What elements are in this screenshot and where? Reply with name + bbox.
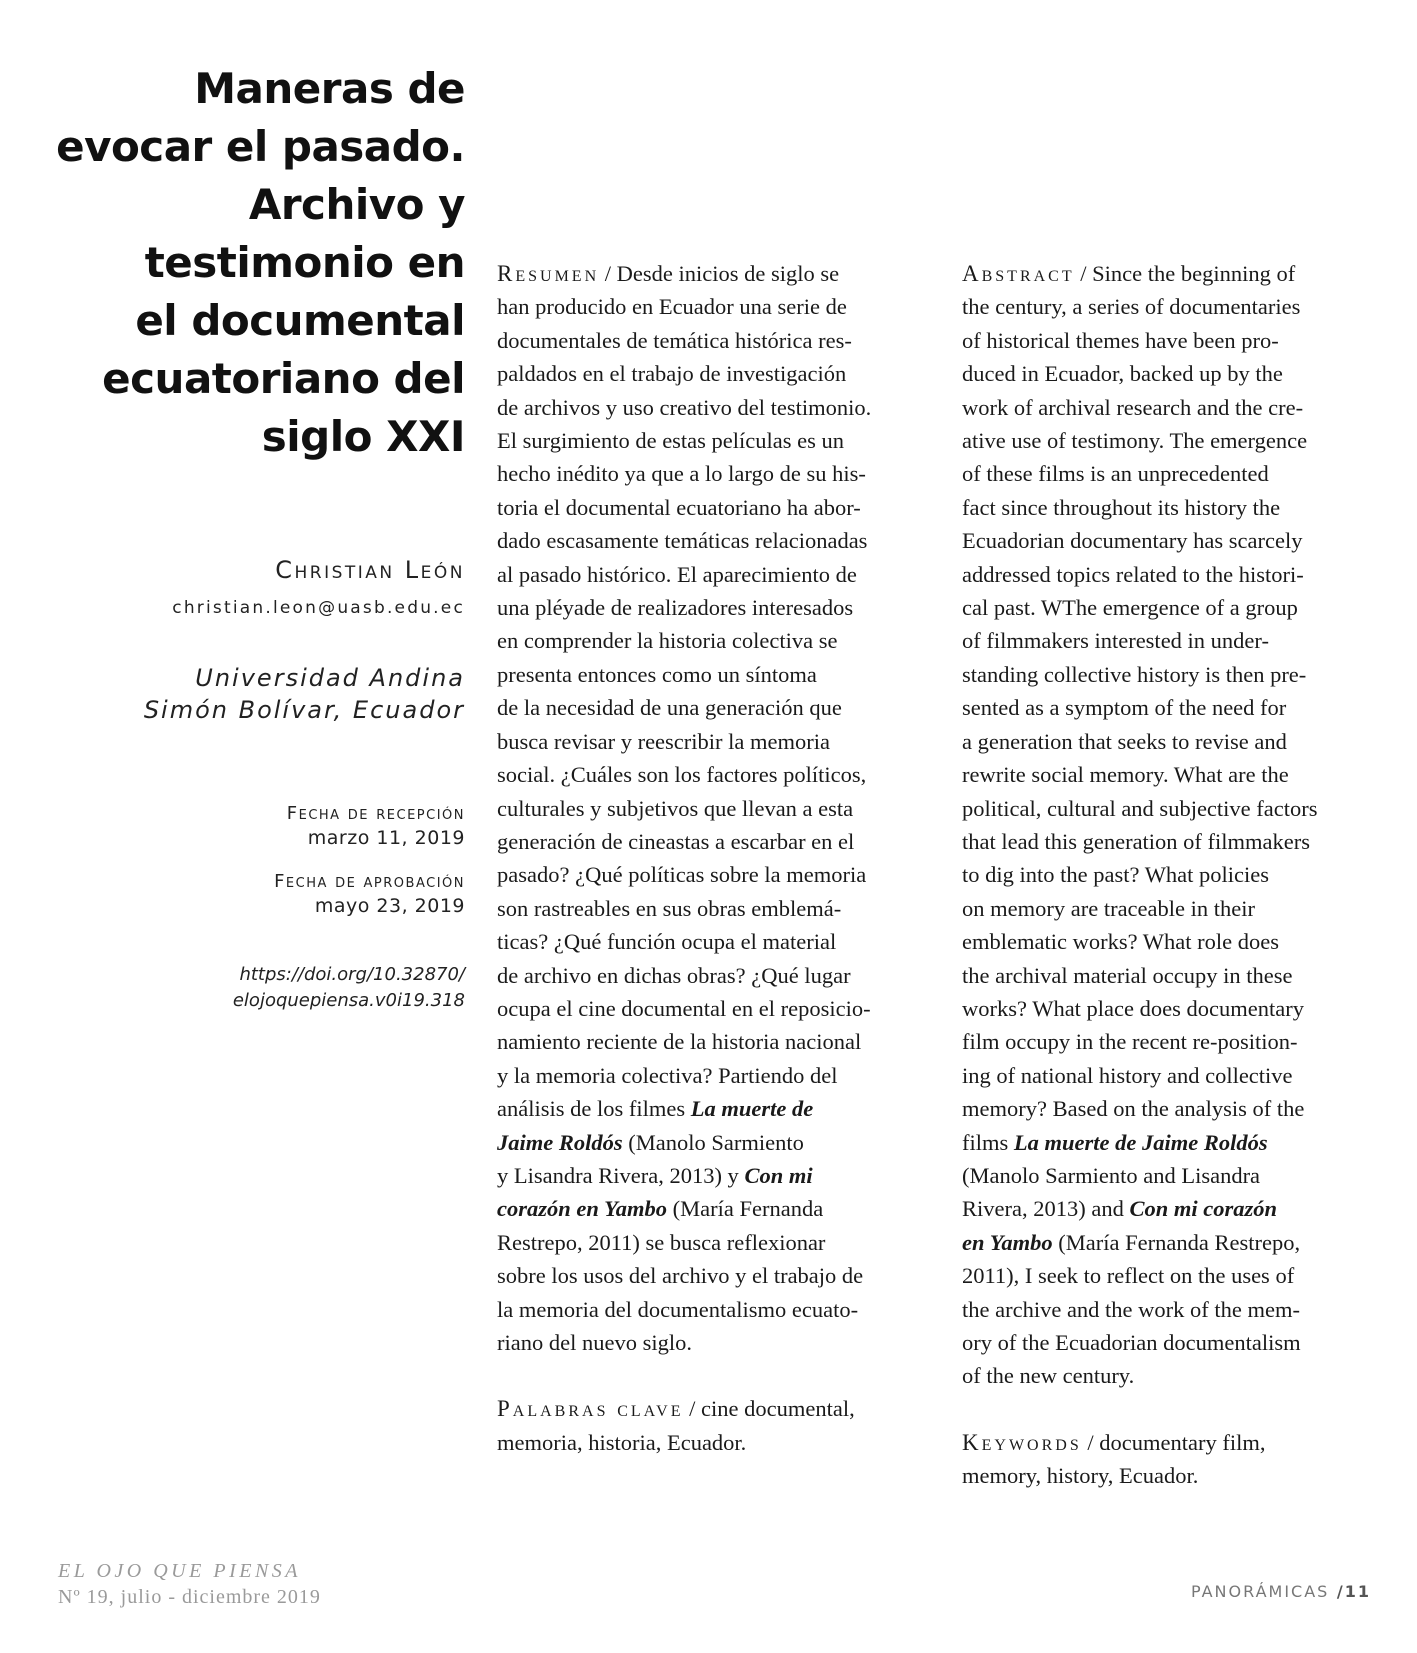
title-line: testimonio en — [144, 238, 465, 287]
text-line: de archivos y uso creativo del testimonio. — [497, 394, 872, 420]
text-run: documentary film, — [1099, 1429, 1266, 1455]
text-line: culturales y subjetivos que llevan a esta — [497, 795, 854, 821]
text-line: social. ¿Cuáles son los factores políticos, — [497, 762, 867, 788]
text-line: son rastreables en sus obras emblemá- — [497, 895, 842, 921]
text-line: busca revisar y reescribir la memoria — [497, 728, 830, 754]
film-title: Jaime Roldós — [497, 1129, 623, 1155]
issue-info: Nº 19, julio - diciembre 2019 — [58, 1586, 321, 1608]
article-title — [40, 60, 465, 466]
affiliation-line: Universidad Andina — [195, 664, 465, 692]
doi-line: elojoquepiensa.v0i19.318 — [232, 990, 465, 1011]
text-line: work of archival research and the cre- — [962, 394, 1304, 420]
text-line: pasado? ¿Qué políticas sobre la memoria — [497, 862, 867, 888]
film-title: Con mi — [744, 1162, 813, 1188]
author-name: Christian León — [275, 556, 465, 584]
text-line: generación de cineastas a escarbar en el — [497, 828, 855, 854]
abstract-heading: Abstract — [962, 261, 1075, 286]
resumen-paragraph — [497, 257, 937, 1359]
text-line: han producido en Ecuador una serie de — [497, 294, 847, 320]
keywords-heading: Keywords — [962, 1429, 1082, 1455]
separator: / — [683, 1396, 702, 1422]
section-name: PANORÁMICAS — [1190, 1582, 1330, 1601]
film-title: La muerte de — [690, 1096, 814, 1122]
text-line: a generation that seeks to revise and — [962, 728, 1287, 754]
keywords-first-line — [497, 1392, 937, 1425]
title-line: Maneras de — [194, 64, 465, 113]
resumen-column — [497, 257, 937, 1459]
text-line: duced in Ecuador, backed up by the — [962, 361, 1283, 387]
text-line: El surgimiento de estas películas es un — [497, 428, 845, 454]
text-line: the archival material occupy in these — [962, 962, 1293, 988]
text-line: the century, a series of documentaries — [962, 294, 1301, 320]
text-line: Desde inicios de siglo se — [616, 261, 840, 286]
page-number: 11 — [1344, 1582, 1371, 1601]
title-line: el documental — [135, 296, 465, 345]
text-line: en comprender la historia colectiva se — [497, 628, 838, 654]
text-line: ocupa el cine documental en el reposicio- — [497, 995, 871, 1021]
article-header — [40, 60, 465, 1014]
text-line: political, cultural and subjective factors — [962, 795, 1318, 821]
text-run: films — [962, 1129, 1014, 1155]
keywords — [962, 1426, 1382, 1493]
text-line: of these films is an unprecedented — [962, 461, 1269, 487]
text-line: ticas? ¿Qué función ocupa el material — [497, 929, 837, 955]
text-line: that lead this generation of filmmakers — [962, 828, 1311, 854]
affiliation-line: Simón Bolívar, Ecuador — [143, 696, 465, 724]
text-line: de archivo en dichas obras? ¿Qué lugar — [497, 962, 851, 988]
film-title: La muerte de Jaime Roldós — [1013, 1129, 1268, 1155]
text-line: to dig into the past? What policies — [962, 862, 1270, 888]
text-line: dado escasamente temáticas relacionadas — [497, 528, 868, 554]
approved-label: Fecha de aprobación — [274, 871, 465, 892]
text-line — [962, 1126, 1382, 1159]
approved-value: mayo 23, 2019 — [314, 895, 465, 917]
text-line: paldados en el trabajo de investigación — [497, 361, 847, 387]
page-footer — [1191, 1582, 1371, 1601]
separator: / — [1074, 261, 1093, 286]
keywords-first-line — [962, 1426, 1382, 1459]
text-line: fact since throughout its history the — [962, 494, 1281, 520]
text-line: toria el documental ecuatoriano ha abor- — [497, 494, 861, 520]
text-line: ory of the Ecuadorian documentalism — [962, 1330, 1301, 1355]
resumen-heading: Resumen — [497, 261, 600, 286]
journal-name: EL OJO QUE PIENSA — [58, 1560, 301, 1582]
text-run: Rivera, 2013) and — [962, 1196, 1130, 1222]
text-line: ative use of testimony. The emergence — [962, 428, 1308, 454]
text-run: (Manolo Sarmiento — [622, 1129, 804, 1155]
doi-line: https://doi.org/10.32870/ — [239, 964, 465, 985]
text-run: (María Fernanda — [667, 1196, 824, 1222]
text-line: addressed topics related to the histori- — [962, 561, 1304, 587]
text-line: sented as a symptom of the need for — [962, 695, 1287, 721]
palabras-clave — [497, 1392, 937, 1459]
text-line: film occupy in the recent re-position- — [962, 1029, 1298, 1055]
film-title: en Yambo — [962, 1229, 1053, 1255]
received-date — [40, 802, 465, 850]
text-line — [497, 1192, 937, 1225]
separator: / — [599, 261, 617, 286]
text-line — [962, 1226, 1382, 1259]
text-line: standing collective history is then pre- — [962, 661, 1307, 687]
text-line: y la memoria colectiva? Partiendo del — [497, 1062, 838, 1088]
film-title: Con mi corazón — [1129, 1196, 1278, 1222]
text-run: cine documental, — [701, 1396, 855, 1422]
text-line: memory, history, Ecuador. — [962, 1463, 1199, 1489]
abstract-paragraph — [962, 257, 1382, 1393]
text-line: una pléyade de realizadores interesados — [497, 595, 854, 621]
title-line: ecuatoriano del — [102, 354, 465, 403]
abstract-first-line — [962, 257, 1382, 290]
text-line: cal past. WThe emergence of a group — [962, 595, 1298, 621]
text-line: emblematic works? What role does — [962, 929, 1279, 955]
received-value: marzo 11, 2019 — [307, 827, 465, 849]
text-line: presenta entonces como un síntoma — [497, 661, 817, 687]
text-line: documentales de temática histórica res- — [497, 327, 852, 353]
approved-date — [40, 870, 465, 918]
text-line: works? What place does documentary — [962, 995, 1304, 1021]
author-affiliation — [40, 662, 465, 726]
text-line: (Manolo Sarmiento and Lisandra — [962, 1162, 1261, 1188]
text-line: de la necesidad de una generación que — [497, 695, 842, 721]
keywords-heading: Palabras clave — [497, 1396, 684, 1422]
journal-footer — [58, 1558, 321, 1610]
abstract-column — [962, 257, 1382, 1493]
text-line — [497, 1126, 937, 1159]
title-line: evocar el pasado. — [56, 122, 465, 171]
text-run: análisis de los filmes — [497, 1096, 691, 1122]
title-line: siglo XXI — [261, 412, 465, 461]
text-line — [497, 1159, 937, 1192]
text-run: y Lisandra Rivera, 2013) y — [497, 1162, 745, 1188]
text-line: riano del nuevo siglo. — [497, 1330, 692, 1355]
page-separator: / — [1329, 1582, 1345, 1601]
text-line: hecho inédito ya que a lo largo de su his- — [497, 461, 866, 487]
separator: / — [1081, 1429, 1100, 1455]
text-line: memoria, historia, Ecuador. — [497, 1429, 747, 1455]
doi-link[interactable] — [40, 962, 465, 1014]
text-line — [962, 1192, 1382, 1225]
text-line: on memory are traceable in their — [962, 895, 1255, 921]
text-line: sobre los usos del archivo y el trabajo de — [497, 1263, 864, 1289]
text-line: ing of national history and collective — [962, 1062, 1293, 1088]
resumen-first-line — [497, 257, 937, 290]
text-line: namiento reciente de la historia nacional — [497, 1029, 862, 1055]
text-line: of historical themes have been pro- — [962, 327, 1279, 353]
text-line: of the new century. — [962, 1363, 1135, 1389]
author-email[interactable]: christian.leon@uasb.edu.ec — [172, 598, 465, 618]
text-line: al pasado histórico. El aparecimiento de — [497, 561, 857, 587]
text-line: la memoria del documentalismo ecuato- — [497, 1296, 859, 1322]
text-line: of filmmakers interested in under- — [962, 628, 1269, 654]
text-line: Ecuadorian documentary has scarcely — [962, 528, 1303, 554]
text-line — [497, 1092, 937, 1125]
text-line: memory? Based on the analysis of the — [962, 1096, 1305, 1122]
text-run: (María Fernanda Restrepo, — [1052, 1229, 1301, 1255]
text-run: Since the beginning of — [1092, 261, 1296, 286]
text-line: rewrite social memory. What are the — [962, 762, 1289, 788]
title-line: Archivo y — [248, 180, 465, 229]
text-line: the archive and the work of the mem- — [962, 1296, 1300, 1322]
received-label: Fecha de recepción — [286, 803, 465, 824]
film-title: corazón en Yambo — [497, 1196, 668, 1222]
text-line: 2011), I seek to reflect on the uses of — [962, 1263, 1295, 1289]
text-line: Restrepo, 2011) se busca reflexionar — [497, 1229, 826, 1255]
